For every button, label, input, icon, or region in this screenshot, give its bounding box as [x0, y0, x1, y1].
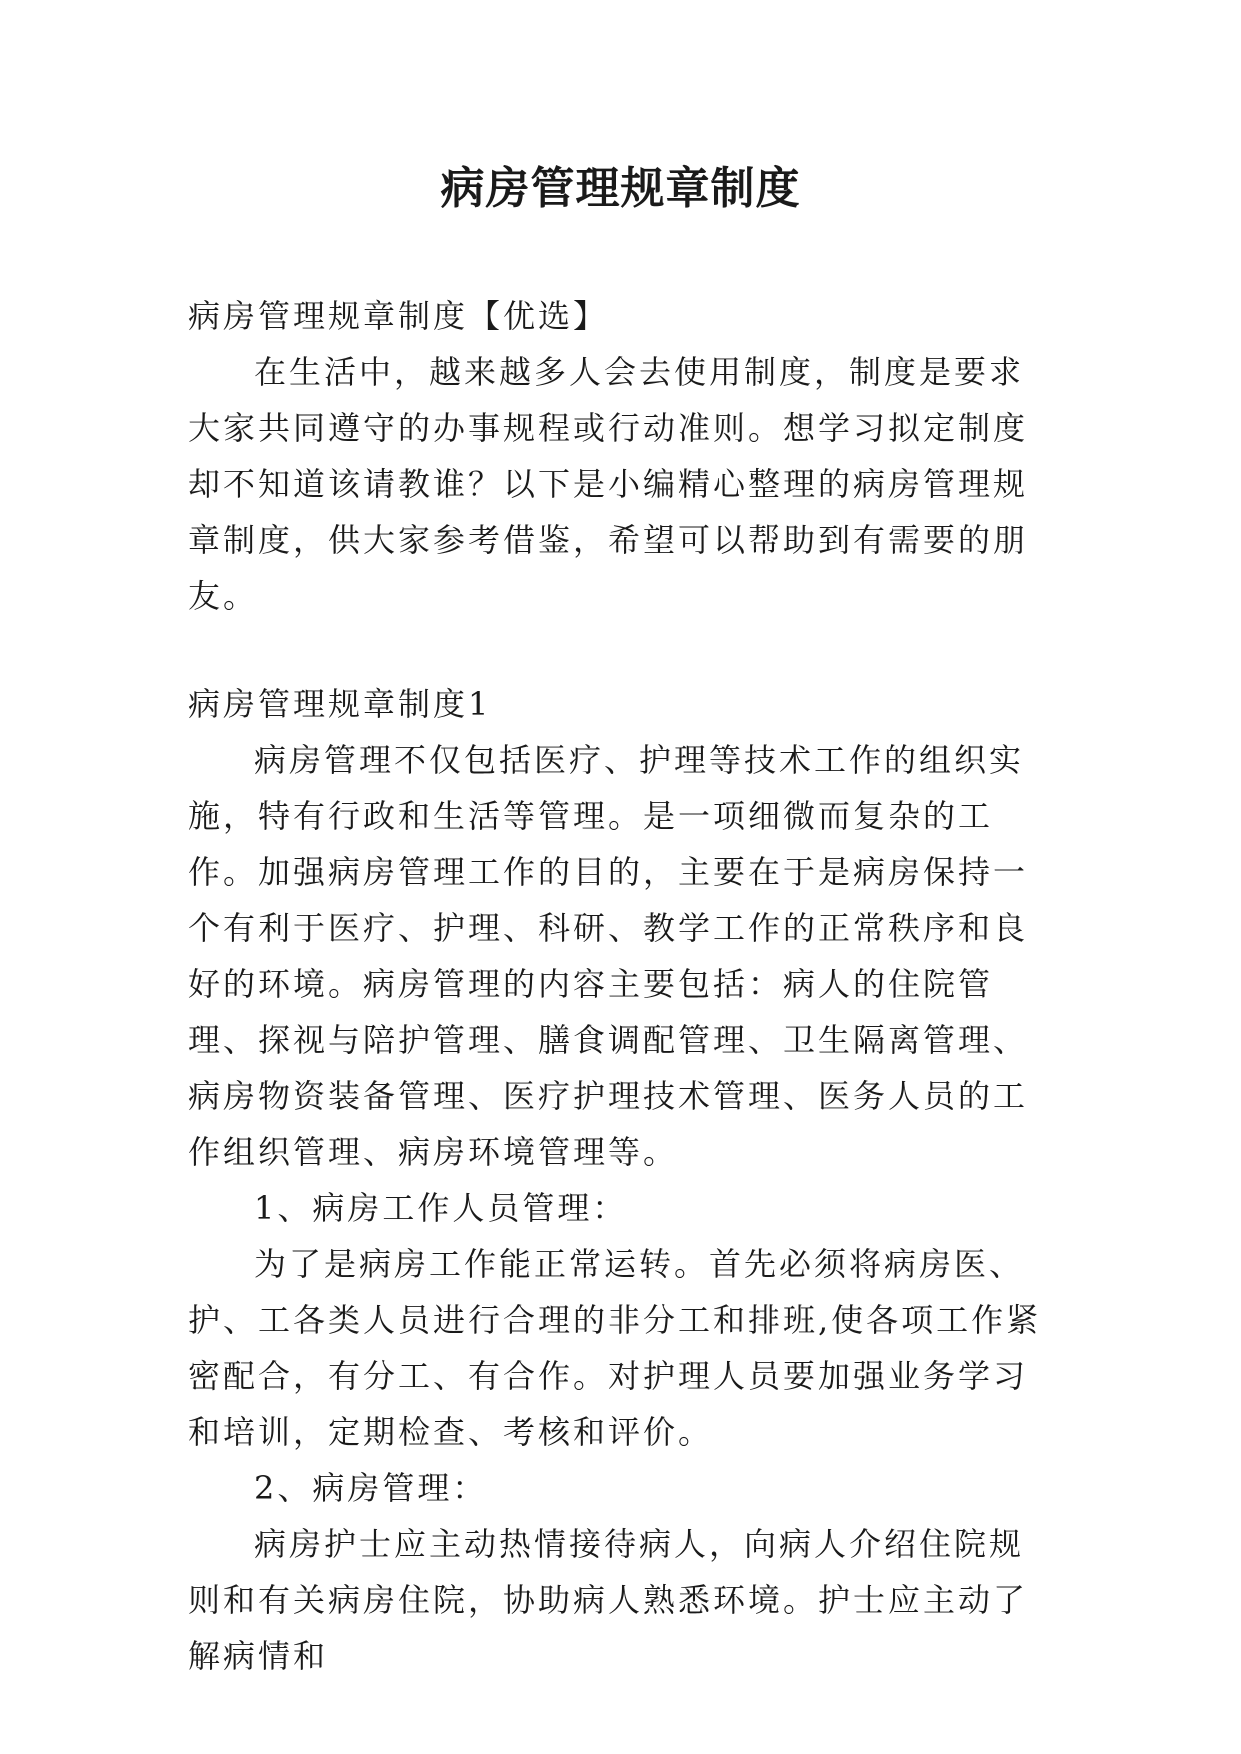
intro-paragraph: 在生活中，越来越多人会去使用制度，制度是要求大家共同遵守的办事规程或行动准则。想学习拟定制度却不知道该请教谁？以下是小编精心整理的病房管理规章制度，供大家参考借鉴，希望可以帮助到有需要的朋友。	[188, 353, 1029, 615]
body-paragraph: 为了是病房工作能正常运转。首先必须将病房医、护、工各类人员进行合理的非分工和排班,使各项工作紧密配合，有分工、有合作。对护理人员要加强业务学习和培训，定期检查、考核和评价。	[188, 1245, 1042, 1451]
section-spacer	[188, 624, 1058, 676]
item-heading: 2、病房管理：	[254, 1469, 488, 1507]
body-paragraph: 病房护士应主动热情接待病人，向病人介绍住院规则和有关病房住院，协助病人熟悉环境。护士应主动了解病情和	[188, 1525, 1029, 1675]
document-subtitle: 病房管理规章制度【优选】	[188, 297, 609, 335]
body-paragraph: 病房管理不仅包括医疗、护理等技术工作的组织实施，特有行政和生活等管理。是一项细微而复杂的工作。加强病房管理工作的目的，主要在于是病房保持一个有利于医疗、护理、科研、教学工作的正常秩序和良好的环境。病房管理的内容主要包括：病人的住院管理、探视与陪护管理、膳食调配管理、卫生隔离管理、病房物资装备管理、医疗护理技术管理、医务人员的工作组织管理、病房环境管理等。	[188, 741, 1029, 1171]
section-heading: 病房管理规章制度1	[188, 685, 492, 723]
document-body	[188, 288, 1058, 1684]
item-heading: 1、病房工作人员管理：	[254, 1189, 628, 1227]
document-title: 病房管理规章制度	[440, 163, 801, 214]
